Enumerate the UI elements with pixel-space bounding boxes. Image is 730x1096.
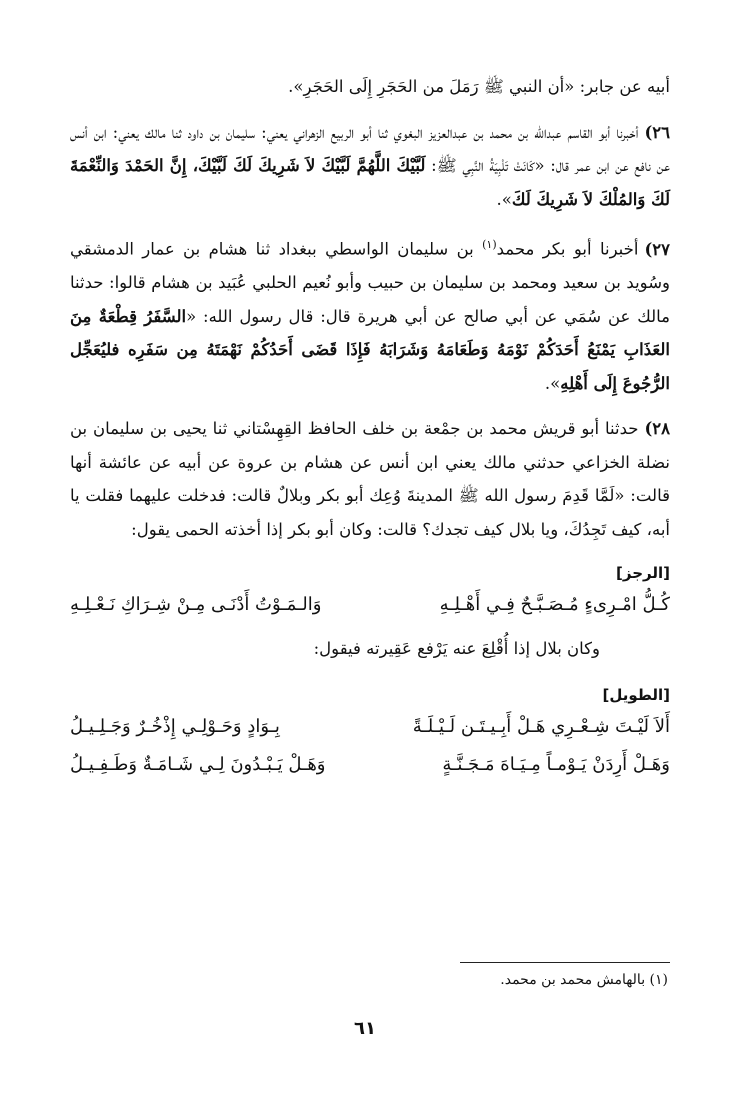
hadith-chain-cont: بن سليمان الواسطي ببغداد ثنا هشام بن عمار الدمشقي وسُويد بن سعيد ومحمد بن سليمان بن حبيب وأبو نُعيم الحلبي عُبَيد بن هشام قالوا: حدثنا مالك عن سُمَي عن أبي صالح عن أبي هريرة قال: قال رسول الله: « [70, 239, 670, 326]
page-number: ٦١ [354, 1018, 376, 1039]
verse-second-hemistich: وَالـمَـوْتُ أَدْنَـى مِـنْ شِـرَاكِ نَـعْـلِـهِ [70, 594, 322, 615]
hadith-chain: أخبرنا أبو بكر محمد [496, 239, 639, 259]
verse-first-hemistich: وَهَـلْ أَرِدَنْ يَـوْمـاً مِـيَـاهَ مَـجَـنَّـةٍ [442, 754, 670, 775]
prose-line: وكان بلال إذا أُقْلِعَ عنه يَرْفع عَقِيرته فيقول: [313, 639, 600, 658]
hadith-text: حدثنا أبو قريش محمد بن جمْعة بن خلف الحافظ القِهِسْتاني ثنا يحيى بن سليمان بن نضلة الخزاعي حدثني مالك يعني ابن أنس عن هشام بن عروة عن أبيه عن عائشة أنها قالت: «لَمَّا قَدِمَ رسول الله ﷺ المدينةَ وُعِك أبو بكر وبلالٌ قالت: فدخلت عليهما فقلت يا أبه، كيف تَجِدُكَ، ويا بلال كيف تجدك؟ قالت: وكان أبو بكر إذا أخذته الحمى يقول: [70, 419, 670, 539]
hadith-text: السَّفَرُ قِطْعَةٌ مِنَ العَذَابِ يَمْنَعُ أَحَدَكُمْ نَوْمَهُ وَطَعَامَهُ وَشَرَابَهُ فَإِذَا قَضَى أَحَدُكُمْ نَهْمَتَهُ مِن سَفَرِه فليُعَجِّل الرُّجُوعَ إِلَى أَهْلِهِ [70, 306, 670, 393]
verse-line [70, 586, 670, 624]
quote-close: ». [496, 189, 512, 209]
page-body [70, 70, 670, 784]
footnote-marker: (١) [482, 238, 497, 251]
footnote: (١) بالهامش محمد بن محمد. [500, 972, 668, 988]
verse-second-hemistich: بِـوَادٍ وَحَـوْلِـي إِذْخُـرٌ وَجَـلِـيـلُ [70, 716, 280, 737]
verse-line [70, 708, 670, 746]
quote-close: ». [544, 373, 561, 393]
verse-second-hemistich: وَهَـلْ يَـبْـدُونَ لِـي شَـامَـةٌ وَطَـفِـيـلُ [70, 754, 326, 775]
hadith-number: ٢٦) [644, 122, 670, 142]
hadith-number: ٢٧) [644, 239, 670, 259]
hadith-number: ٢٨) [644, 419, 670, 438]
verse-first-hemistich: كُـلُّ امْـرِىءٍ مُـصَـبَّـحٌ فِـي أَهْـلِـهِ [439, 594, 670, 615]
meter-label: [الرجز] [616, 564, 670, 582]
hadith-28 [70, 412, 670, 546]
opening-line: أبيه عن جابر: «أن النبي ﷺ رَمَلَ من الحَجَرِ إِلَى الحَجَرِ». [288, 77, 670, 96]
verse-line [70, 746, 670, 784]
footnote-divider [460, 962, 670, 963]
hadith-text: لَبَّيْكَ اللَّهُمَّ لَبَّيْكَ لاَ شَرِيكَ لَكَ لَبَّيْكَ، إِنَّ الحَمْدَ وَالنِّعْمَةَ لَكَ وَالمُلْكَ لاَ شَرِيكَ لَكَ [70, 156, 670, 209]
hadith-26 [70, 116, 670, 217]
meter-label: [الطويل] [602, 686, 670, 704]
hadith-chain: أخبرنا أبو القاسم عبدالله بن محمد بن عبدالعزيز البغوي ثنا أبو الربيع الزهراني يعني: سليمان بن داود ثنا مالك يعني: ابن أنس عن نافع عن ابن عمر قال: «كَانَتْ تَلْبِيَةُ النَّبِي ﷺ: [70, 122, 671, 175]
verse-first-hemistich: أَلاَ لَيْـتَ شِـعْـرِي هَـلْ أَبِـيـتَـن لَـيْـلَـةً [412, 716, 670, 737]
hadith-27 [70, 228, 670, 400]
